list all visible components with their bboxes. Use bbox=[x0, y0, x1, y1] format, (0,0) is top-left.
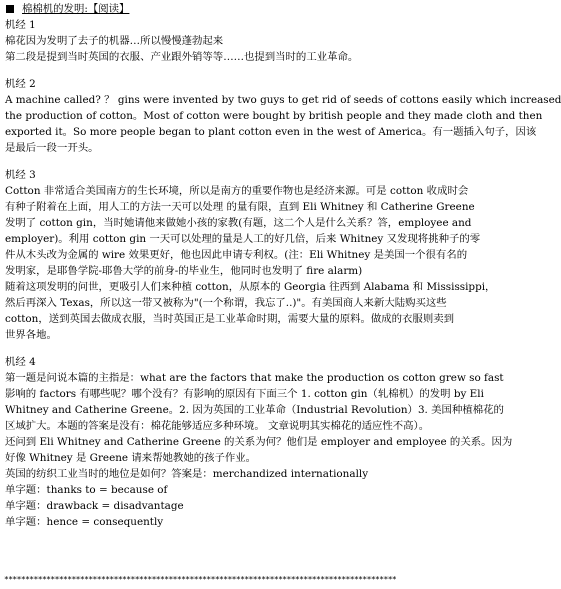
paragraph-line: 是最后一段一开头。 bbox=[5, 142, 99, 154]
paragraph-line: 区域扩大。本题的答案是没有：棉花能够适应多种环境。 文章说明其实棉花的适应性不高）。 bbox=[5, 420, 430, 432]
paragraph-line: 单字题：drawback = disadvantage bbox=[5, 500, 184, 512]
paragraph-line: 第二段是提到当时英国的衣服、产业跟外销等等……也提到当时的工业革命。 bbox=[5, 51, 359, 63]
paragraph-line: 棉花因为发明了去子的机器…所以慢慢蓬勃起来 bbox=[5, 35, 224, 47]
paragraph-line: exported it。So more people began to plant cotton even in the west of America。有一题插入句子，因该 bbox=[5, 126, 537, 138]
paragraph-line: 英国的纺织工业当时的地位是如何？答案是：merchandized internationally bbox=[5, 468, 369, 480]
document-title bbox=[5, 1, 483, 17]
paragraph-line: 单字题：thanks to = because of bbox=[5, 484, 168, 496]
section-gap bbox=[5, 156, 483, 167]
paragraph-line: 有种子附着在上面，用人工的方法一天可以处理 的量有限，直到 Eli Whitney 和 Catherine Greene bbox=[5, 201, 475, 213]
paragraph-line: 发明了 cotton gin，当时她请他来做她小孩的家教(有题，这二个人是什么关系？答，employee and bbox=[5, 217, 472, 229]
section-4 bbox=[5, 343, 513, 530]
paragraph-line: 随着这项发明的问世，更吸引人们来种植 cotton，从原本的 Georgia 往西到 Alabama 和 Mississippi， bbox=[5, 281, 496, 293]
paragraph-line: 件从木头改为金属的 wire 效果更好，他也因此申请专利权。(注：Eli Whitney 是美国一个很有名的 bbox=[5, 249, 468, 261]
paragraph-line: Cotton 非常适合美国南方的生长环境，所以是南方的重要作物也是经济来源。可是 cotton 收成时会 bbox=[5, 185, 469, 197]
section-heading: 机经 2 bbox=[5, 78, 36, 90]
title-text: 棉棉机的发明:【阅读】 bbox=[22, 3, 130, 15]
section-heading: 机经 1 bbox=[5, 19, 36, 31]
section-1 bbox=[5, 17, 483, 65]
document-page bbox=[5, 1, 561, 530]
black-square-icon bbox=[6, 5, 14, 13]
section-2 bbox=[5, 65, 561, 156]
section-gap bbox=[5, 65, 483, 76]
paragraph-line: 第一题是问说本篇的主指是：what are the factors that make the production os cotton grew so fast bbox=[5, 372, 504, 384]
paragraph-line: the production of cotton。Most of cotton were bought by british people and they made cloth and then bbox=[5, 110, 543, 122]
paragraph-line: 发明家，是耶鲁学院-耶鲁大学的前身-的毕业生，他同时也发明了 fire alarm) bbox=[5, 265, 363, 277]
separator-line: ********************************************************************************************* bbox=[4, 575, 397, 584]
section-3 bbox=[5, 156, 496, 343]
paragraph-line: 单字题：hence = consequently bbox=[5, 516, 164, 528]
paragraph-line: cotton，送到英国去做成衣服，当时英国正是工业革命时期，需要大量的原料。做成的衣服则卖到 bbox=[5, 313, 454, 325]
paragraph-line: 还问到 Eli Whitney and Catherine Greene 的关系为何？他们是 employer and employee 的关系。因为 bbox=[5, 436, 513, 448]
sections-container bbox=[5, 17, 561, 530]
paragraph-line: 影响的 factors 有哪些呢？哪个没有？有影响的原因有下面三个 1. cotton gin（轧棉机）的发明 by Eli bbox=[5, 388, 484, 400]
paragraph-line: Whitney and Catherine Greene。2. 因为英国的工业革命（Industrial Revolution）3. 美国种植棉花的 bbox=[5, 404, 504, 416]
section-heading: 机经 4 bbox=[5, 356, 36, 368]
section-heading: 机经 3 bbox=[5, 169, 36, 181]
paragraph-line: A machine called? ？ gins were invented by two guys to get rid of seeds of cottons easily which increased bbox=[5, 94, 561, 106]
paragraph-line: 世界各地。 bbox=[5, 329, 57, 341]
paragraph-line: 好像 Whitney 是 Greene 请来帮她教她的孩子作业。 bbox=[5, 452, 257, 464]
paragraph-line: 然后再深入 Texas，所以这一带又被称为"(一个称谓，我忘了..)"。有美国商人来新大陆购买这些 bbox=[5, 297, 447, 309]
paragraph-line: employer)。利用 cotton gin 一天可以处理的量是人工的好几倍，后来 Whitney 又发现将挑种子的零 bbox=[5, 233, 481, 245]
section-gap bbox=[5, 343, 483, 354]
